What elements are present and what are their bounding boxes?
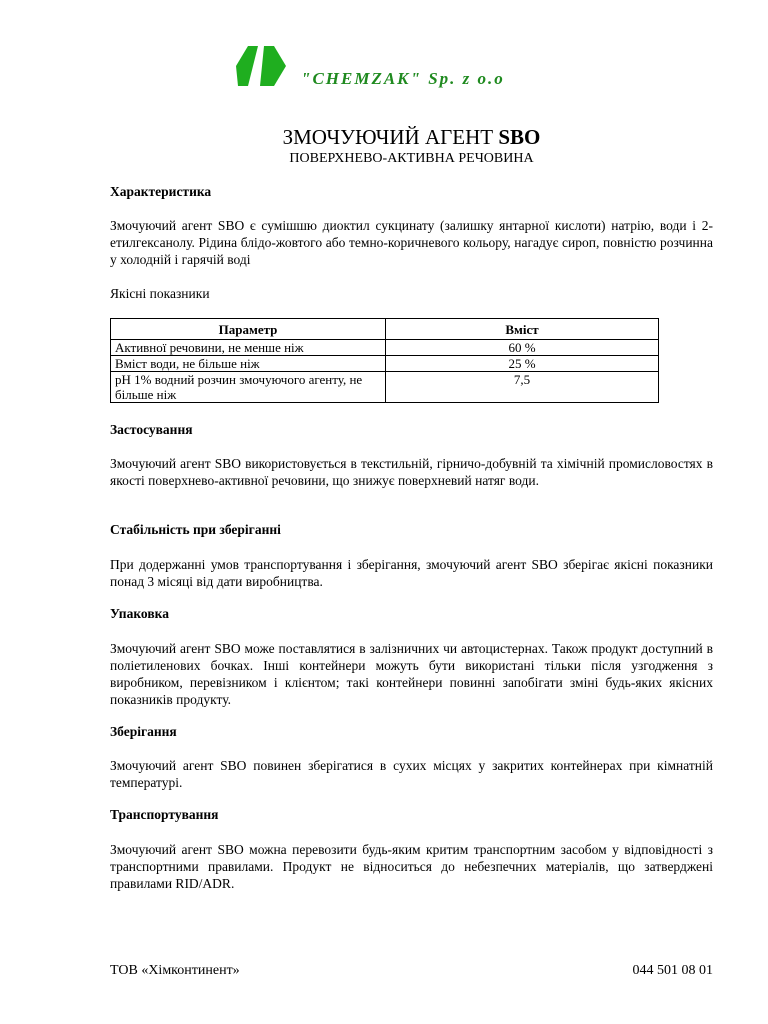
title-main: ЗМОЧУЮЧИЙ АГЕНТ <box>282 125 494 149</box>
table-header-cell: Параметр <box>111 319 386 340</box>
table-cell-value: 60 % <box>386 340 659 356</box>
quality-table-wrapper <box>110 318 713 403</box>
footer-company: ТОВ «Хімконтинент» <box>110 963 240 978</box>
table-header-cell: Вміст <box>386 319 659 340</box>
table-cell-parameter: pH 1% водний розчин змочуючого агенту, не більше ніж <box>111 372 386 403</box>
table-row <box>111 356 659 372</box>
quality-table <box>110 318 659 403</box>
footer-phone: 044 501 08 01 <box>632 963 713 978</box>
table-cell-parameter: Активної речовини, не менше ніж <box>111 340 386 356</box>
table-cell-value: 25 % <box>386 356 659 372</box>
company-name: "CHEMZAK" Sp. z o.o <box>301 69 505 88</box>
document-title <box>110 125 713 150</box>
text-characteristics: Змочуючий агент SBO є сумішшю диоктил сукцинату (залишку янтарної кислоти) натрію, води і 2-етилгексанолу. Рідина блідо-жовтого або темно-коричневого кольору, нагадує сироп, повністю розчинна у холодній і гарячій воді <box>110 218 713 267</box>
document-subtitle: ПОВЕРХНЕВО-АКТИВНА РЕЧОВИНА <box>289 151 534 166</box>
text-storage: Змочуючий агент SBO повинен зберігатися в сухих місцях у закритих контейнерах при кімнатній температурі. <box>110 758 713 790</box>
heading-application: Застосування <box>110 422 193 437</box>
table-cell-value: 7,5 <box>386 372 659 403</box>
heading-quality: Якісні показники <box>110 286 210 301</box>
title-product-code: SBO <box>498 125 541 149</box>
text-packaging: Змочуючий агент SBO може поставлятися в залізничних чи автоцистернах. Також продукт доступний в поліетиленових бочках. Інші контейнери можуть бути використані тільки після узгодження з виробником, перевізником і клієнтом; такі контейнери повинні запобігати зміні будь-яких якісних показників продукту. <box>110 641 713 707</box>
heading-storage: Зберігання <box>110 724 177 739</box>
heading-characteristics: Характеристика <box>110 184 212 199</box>
table-row <box>111 372 659 403</box>
text-stability: При додержанні умов транспортування і зберігання, змочуючий агент SBO зберігає якісні показники понад 3 місяці від дати виробництва. <box>110 557 713 589</box>
text-application: Змочуючий агент SBO використовується в текстильній, гірничо-добувній та хімічній промисловостях в якості поверхнево-активної речовини, що знижує поверхневий натяг води. <box>110 456 713 488</box>
heading-transport: Транспортування <box>110 807 219 822</box>
table-cell-parameter: Вміст води, не більше ніж <box>111 356 386 372</box>
heading-stability: Стабільність при зберіганні <box>110 522 281 537</box>
text-transport: Змочуючий агент SBO можна перевозити будь-яким критим транспортним засобом у відповідності з транспортними правилами. Продукт не відноситься до небезпечних матеріалів, що затверджені правилами RID/ADR. <box>110 842 713 891</box>
table-row <box>111 340 659 356</box>
heading-packaging: Упаковка <box>110 606 169 621</box>
table-header-row <box>111 319 659 340</box>
document-page <box>110 0 713 1024</box>
